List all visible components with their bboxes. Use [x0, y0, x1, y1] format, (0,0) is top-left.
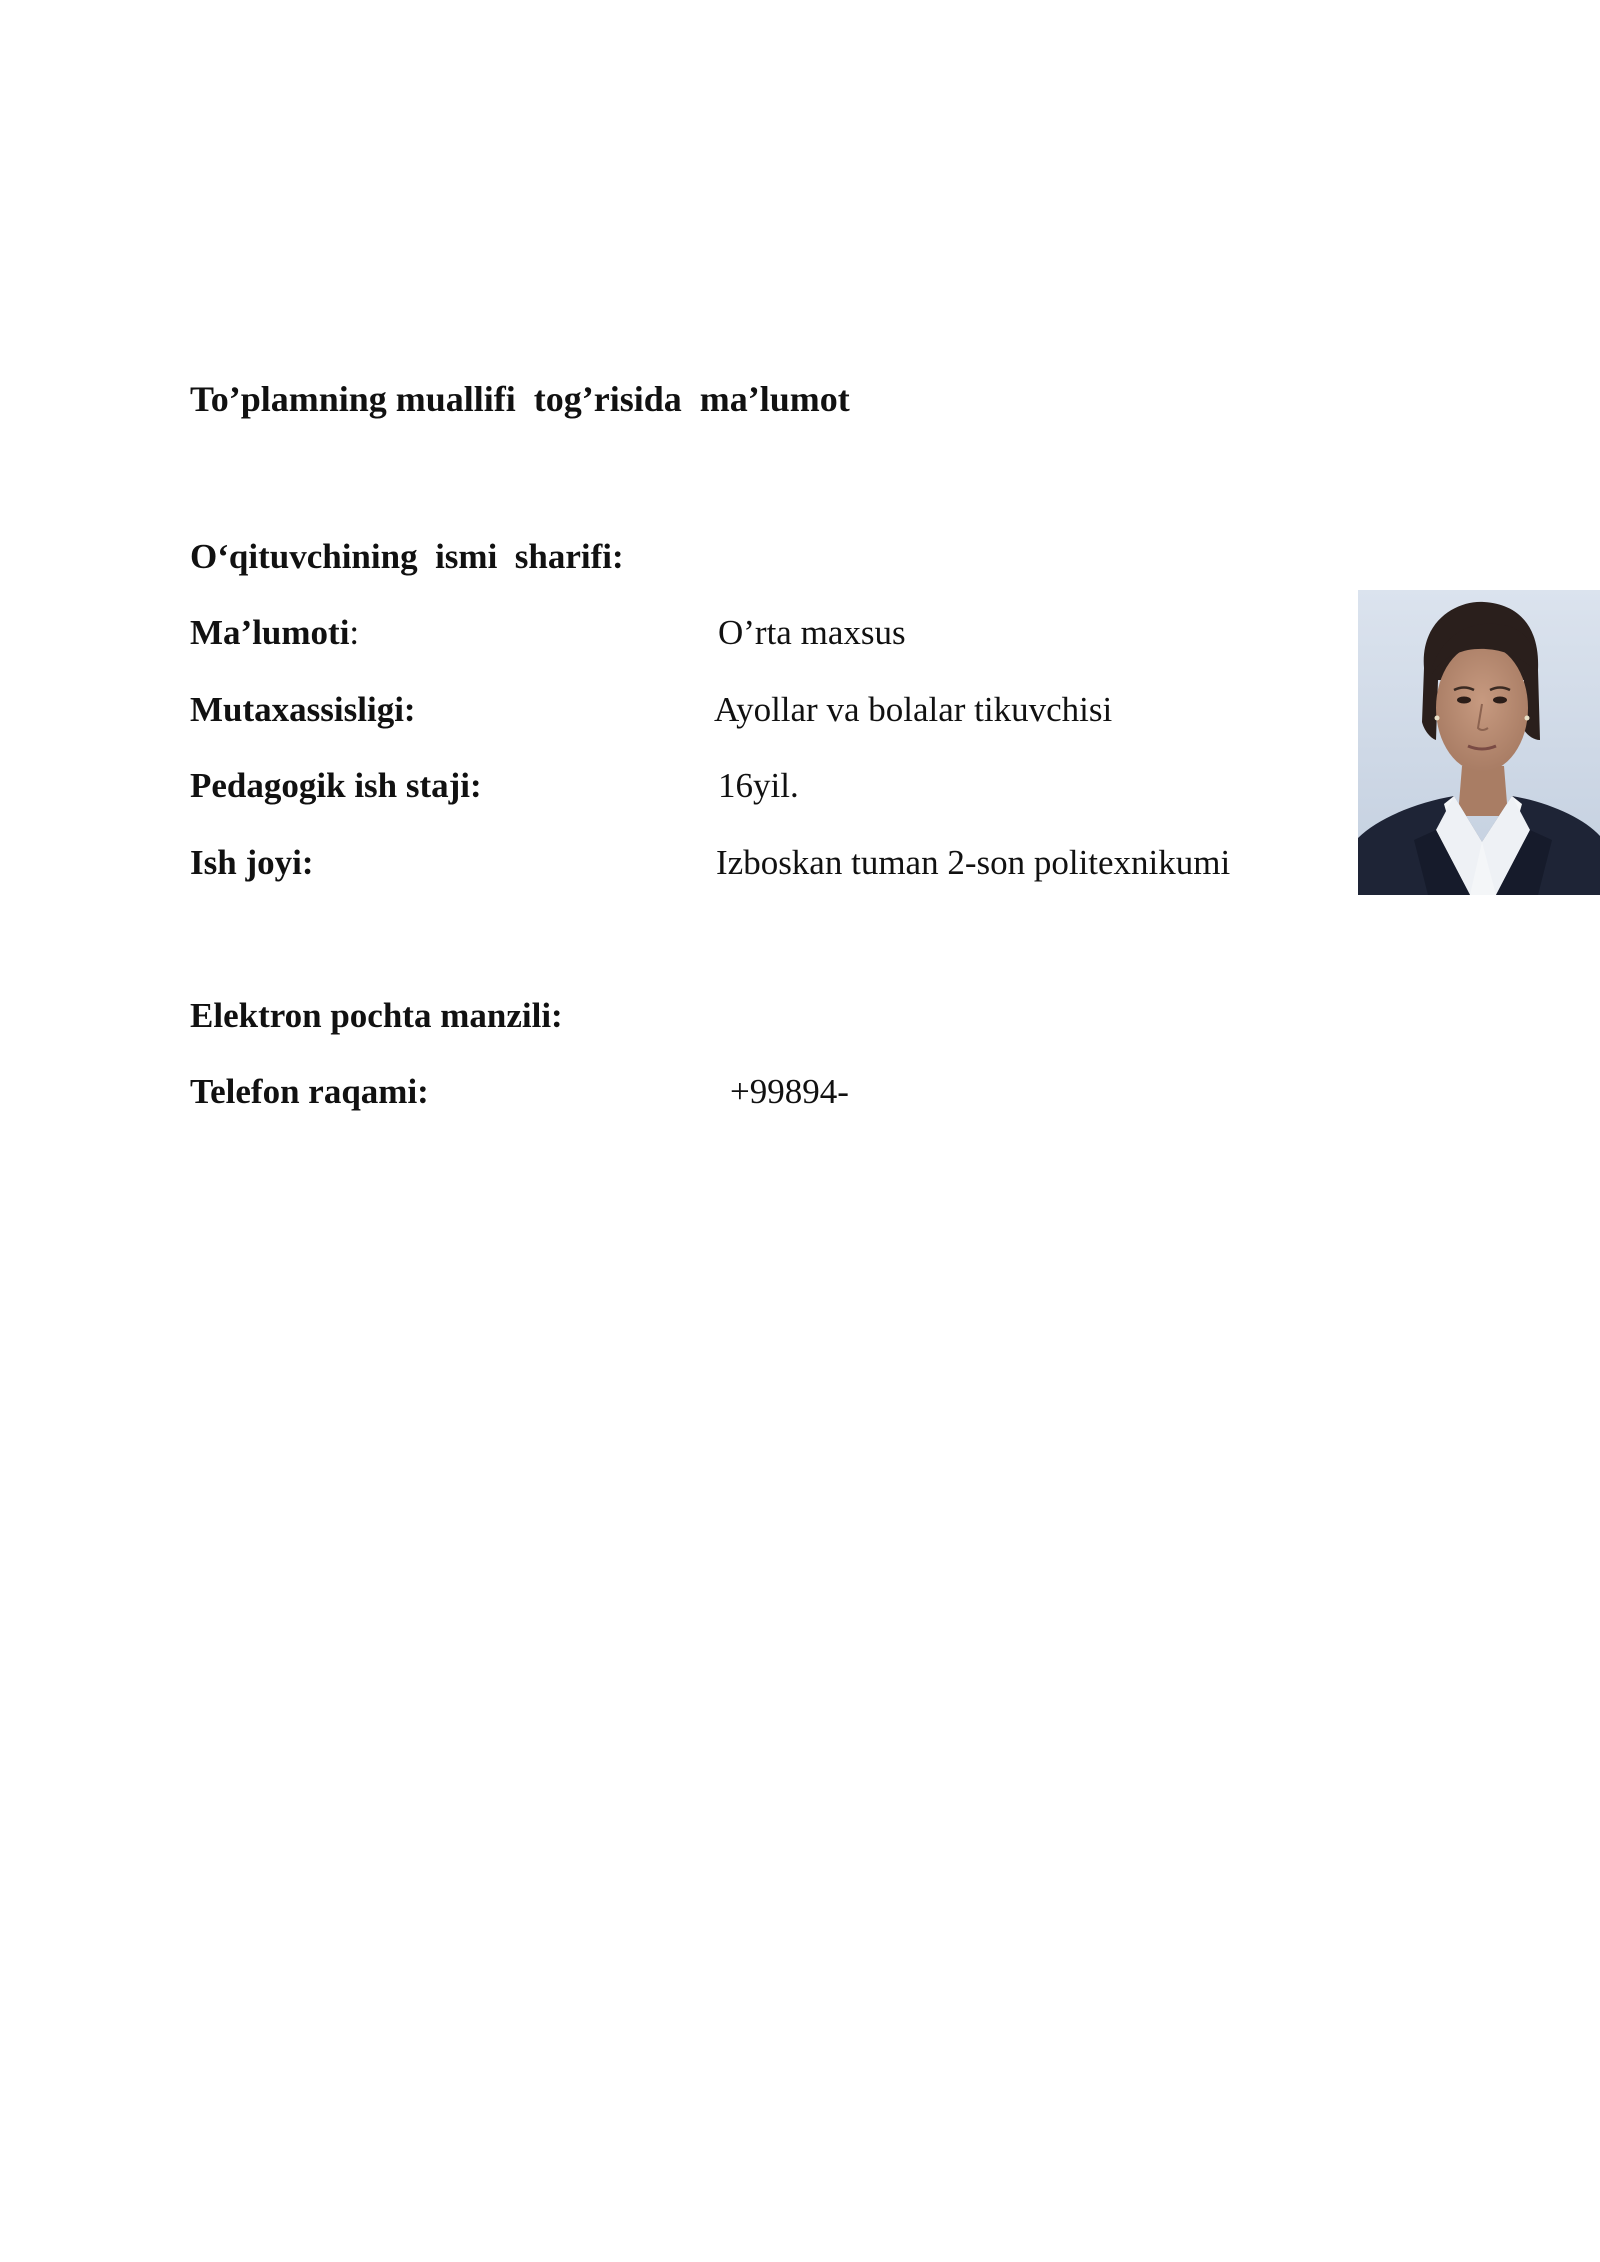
portrait-image: [1358, 590, 1600, 895]
workplace-label: Ish joyi:: [190, 843, 314, 882]
document-title: To’plamning muallifi tog’risida ma’lumot: [190, 379, 850, 419]
phone-value: +99894-: [730, 1072, 849, 1111]
phone-label: Telefon raqami:: [190, 1072, 429, 1111]
specialty-value: Ayollar va bolalar tikuvchisi: [714, 690, 1113, 729]
experience-value: 16yil.: [718, 766, 799, 805]
education-value: O’rta maxsus: [718, 613, 906, 652]
teacher-name-label: O‘qituvchining ismi sharifi:: [190, 537, 624, 576]
education-label: [190, 612, 359, 654]
experience-label: Pedagogik ish staji:: [190, 766, 482, 805]
workplace-value: Izboskan tuman 2-son politexnikumi: [716, 843, 1231, 882]
email-label: Elektron pochta manzili:: [190, 996, 563, 1035]
education-label-colon: :: [349, 613, 360, 652]
author-photo: [1358, 590, 1600, 895]
specialty-label: Mutaxassisligi:: [190, 690, 416, 729]
education-label-text: Ma’lumoti: [190, 613, 350, 652]
